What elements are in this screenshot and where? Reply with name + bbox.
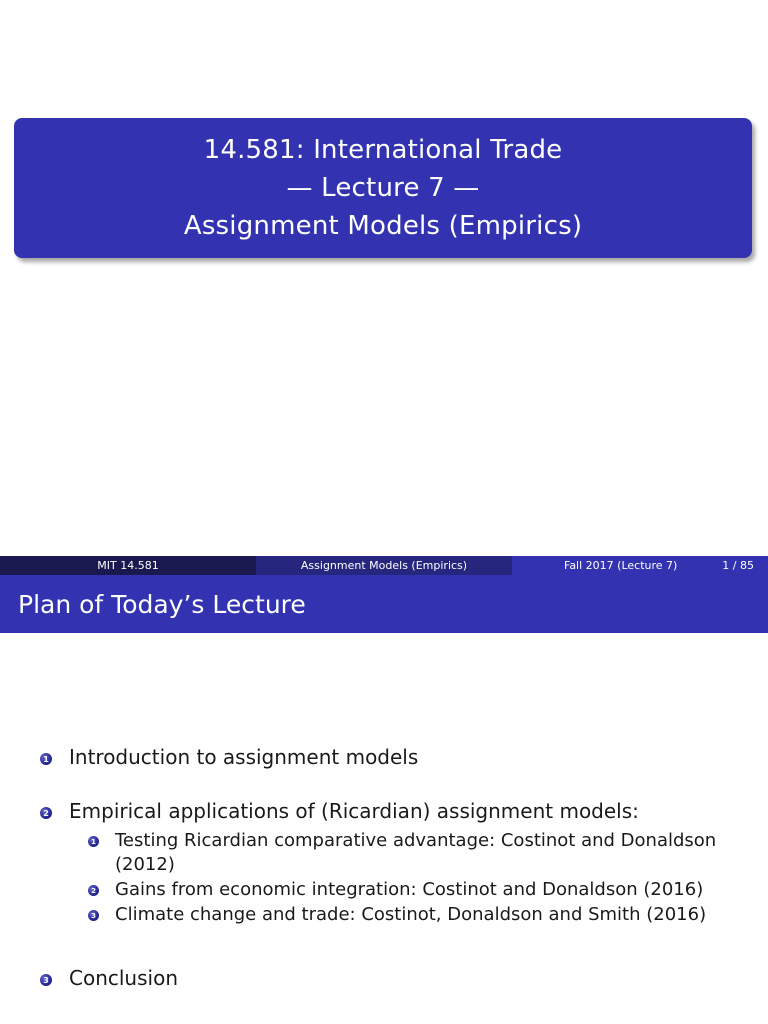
frame-title: Plan of Today’s Lecture: [0, 575, 768, 633]
title-line-3: Assignment Models (Empirics): [183, 211, 583, 241]
sub-list-item-text: Testing Ricardian comparative advantage: Costinot and Donaldson (2012): [115, 830, 717, 875]
sub-list-item: [88, 903, 745, 927]
list-item: [40, 966, 178, 990]
enumeration-ball-icon: 2: [40, 807, 52, 819]
list-item-text: Conclusion: [69, 966, 178, 990]
footer-term: Fall 2017 (Lecture 7): [564, 559, 678, 572]
sub-list-item-text: Gains from economic integration: Costinot and Donaldson (2016): [115, 879, 704, 900]
enumeration-ball-icon: 2: [88, 885, 99, 896]
title-line-1: 14.581: International Trade: [203, 135, 563, 165]
footer-course: MIT 14.581: [0, 556, 256, 575]
list-item: [40, 745, 418, 769]
title-block: [14, 118, 752, 258]
footer-page-number: 1 / 85: [722, 559, 754, 572]
footer-topic: Assignment Models (Empirics): [256, 556, 512, 575]
enumeration-ball-icon: 1: [40, 753, 52, 765]
list-item: [40, 799, 639, 823]
plan-slide: [0, 575, 768, 1024]
enumeration-ball-icon: 3: [88, 910, 99, 921]
list-item-text: Introduction to assignment models: [69, 745, 419, 769]
sub-list-item: [88, 829, 745, 877]
list-item-text: Empirical applications of (Ricardian) assignment models:: [69, 799, 639, 823]
sub-list-item-text: Climate change and trade: Costinot, Donaldson and Smith (2016): [115, 904, 707, 925]
enumeration-ball-icon: 3: [40, 974, 52, 986]
sub-list-item: [88, 878, 745, 902]
title-line-2: — Lecture 7 —: [286, 173, 480, 203]
enumeration-ball-icon: 1: [88, 836, 99, 847]
footer-info: [512, 556, 768, 575]
slide-footer: [0, 556, 768, 575]
